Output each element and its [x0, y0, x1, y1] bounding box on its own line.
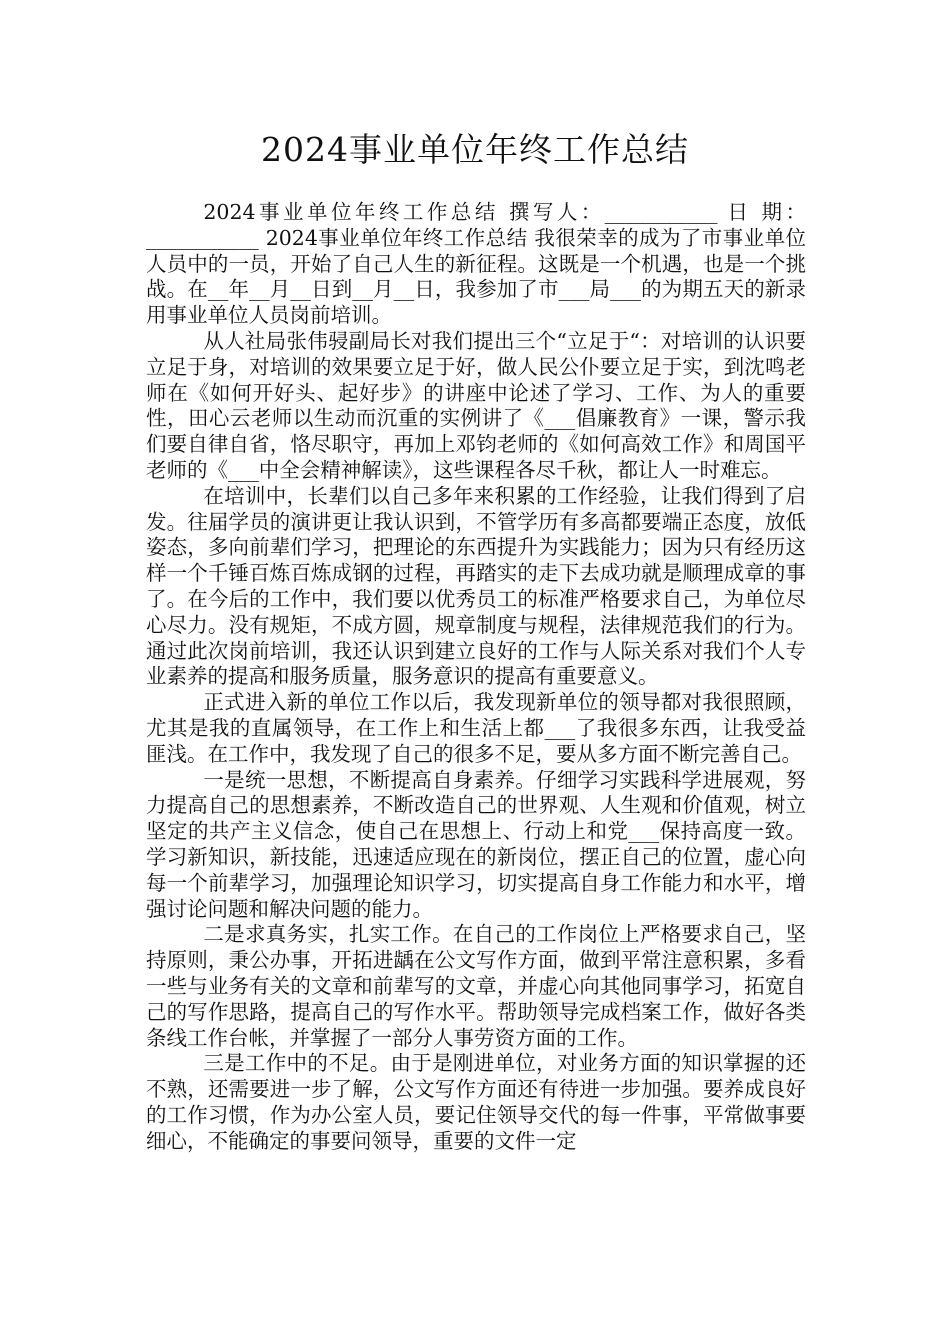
- paragraph-training-insights: 在培训中，长辈们以自己多年来积累的工作经验，让我们得到了启发。往届学员的演讲更让我认识到，不管学历有多高都要端正态度，放低姿态，多向前辈们学习，把理论的东西提升为实践能力；因为只有经历这样一个千锤百炼百炼成钢的过程，再踏实的走下去成功就是顺理成章的事了。在今后的工作中，我们要以优秀员工的标准严格要求自己，为单位尽心尽力。没有规矩，不成方圆，规章制度与规程，法律规范我们的行为。通过此次岗前培训，我还认识到建立良好的工作与人际关系对我们个人专业素养的提高和服务质量，服务意识的提高有重要意义。: [146, 483, 806, 689]
- paragraph-intro: 2024事业单位年终工作总结 撰写人：___________ 日 期：___________ 2024事业单位年终工作总结 我很荣幸的成为了市事业单位人员中的一员，开始了自己人生的新征程。这既是一个机遇，也是一个挑战。在__年__月__日到__月__日，我参加了市___局___的为期五天的新录用事业单位人员岗前培训。: [146, 200, 806, 328]
- document-body: [146, 200, 806, 1154]
- document-title: 2024事业单位年终工作总结: [261, 130, 689, 169]
- paragraph-point-three: 三是工作中的不足。由于是刚进单位，对业务方面的知识掌握的还不熟，还需要进一步了解，公文写作方面还有待进一步加强。要养成良好的工作习惯，作为办公室人员，要记住领导交代的每一件事，平常做事要细心，不能确定的事要问领导，重要的文件一定: [146, 1051, 806, 1153]
- paragraph-point-two: 二是求真务实，扎实工作。在自己的工作岗位上严格要求自己，坚持原则，秉公办事，开拓进龋在公文写作方面，做到平常注意积累，多看一些与业务有关的文章和前辈写的文章，并虚心向其他同事学习，拓宽自己的写作思路，提高自己的写作水平。帮助领导完成档案工作，做好各类条线工作台帐，并掌握了一部分人事劳资方面的工作。: [146, 922, 806, 1050]
- paragraph-point-one: 一是统一思想，不断提高自身素养。仔细学习实践科学进展观，努力提高自己的思想素养，不断改造自己的世界观、人生观和价值观，树立坚定的共产主义信念，使自己在思想上、行动上和党___保持高度一致。学习新知识，新技能，迅速适应现在的新岗位，摆正自己的位置，虚心向每一个前辈学习，加强理论知识学习，切实提高自身工作能力和水平，增强讨论问题和解决问题的能力。: [146, 767, 806, 921]
- paragraph-training-courses: 从人社局张伟骎副局长对我们提出三个“立足于“：对培训的认识要立足于身，对培训的效果要立足于好，做人民公仆要立足于实，到沈鸣老师在《如何开好头、起好步》的讲座中论述了学习、工作、为人的重要性，田心云老师以生动而沉重的实例讲了《___倡廉教育》一课，警示我们要自律自省，恪尽职守，再加上邓钧老师的《如何高效工作》和周国平老师的《___中全会精神解读》，这些课程各尽千秋，都让人一时难忘。: [146, 328, 806, 482]
- paragraph-new-workplace: 正式进入新的单位工作以后，我发现新单位的领导都对我很照顾，尤其是我的直属领导，在工作上和生活上都___了我很多东西，让我受益匪浅。在工作中，我发现了自己的很多不足，要从多方面不断完善自己。: [146, 690, 806, 766]
